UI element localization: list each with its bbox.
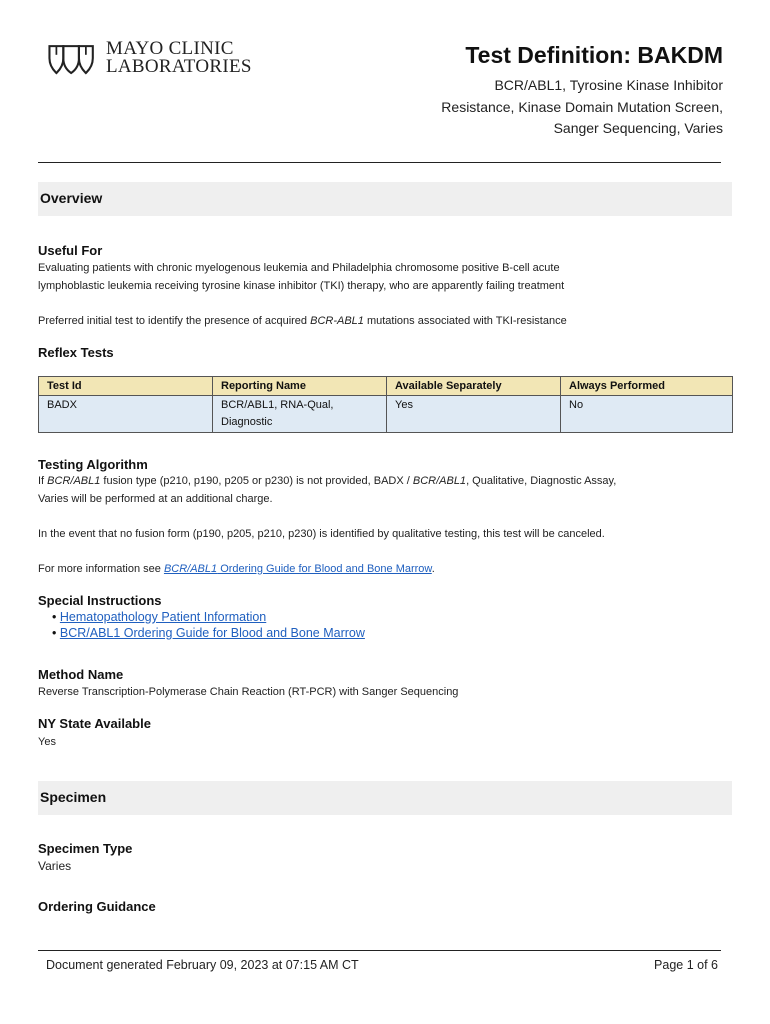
ordering-guidance-heading: Ordering Guidance — [38, 899, 156, 914]
header-divider — [38, 162, 721, 163]
specimen-type-heading: Specimen Type — [38, 841, 133, 856]
test-subtitle: BCR/ABL1, Tyrosine Kinase Inhibitor Resistance, Kinase Domain Mutation Screen, Sanger Sequencing, Varies — [441, 77, 723, 136]
reflex-tests-heading: Reflex Tests — [38, 345, 114, 360]
useful-for-heading: Useful For — [38, 243, 103, 258]
overview-section-title: Overview — [40, 190, 103, 206]
list-item: • Hematopathology Patient Information — [52, 610, 267, 624]
footer-divider — [38, 950, 721, 951]
specimen-section-header — [38, 781, 732, 815]
ordering-guide-link-2[interactable]: BCR/ABL1 Ordering Guide for Blood and Bone Marrow — [59, 626, 365, 640]
specimen-section-title: Specimen — [40, 789, 107, 805]
column-header: Test Id — [39, 377, 213, 396]
table-cell-test-id: BADX — [39, 396, 213, 433]
table-cell-available: Yes — [387, 396, 561, 433]
mayo-clinic-shields-logo — [46, 40, 98, 80]
overview-section-header — [38, 182, 732, 216]
useful-for-text: Evaluating patients with chronic myelogenous leukemia and Philadelphia chromosome positive B-cell acute lymphoblastic leukemia receiving tyrosine kinase inhibitor (TKI) therapy, who are apparently failing treatment — [38, 262, 565, 292]
hematopathology-info-link[interactable]: Hematopathology Patient Information — [59, 610, 267, 624]
preferred-test-text: Preferred initial test to identify the presence of acquired BCR-ABL1 mutations associated with TKI-resistance — [38, 315, 567, 327]
ny-state-heading: NY State Available — [38, 716, 151, 731]
testing-algorithm-text: If BCR/ABL1 fusion type (p210, p190, p205 or p230) is not provided, BADX / BCR/ABL1, Qualitative, Diagnostic Assay, Varies will be performed at an additional charge. — [38, 475, 617, 505]
method-name-heading: Method Name — [38, 667, 124, 682]
testing-algorithm-cancel-text: In the event that no fusion form (p190, p205, p210, p230) is identified by qualitative testing, this test will be canceled. — [38, 528, 605, 540]
ny-state-value: Yes — [38, 736, 56, 748]
table-cell-always: No — [561, 396, 733, 433]
column-header: Reporting Name — [213, 377, 387, 396]
document-generated-date: Document generated February 09, 2023 at 07:15 AM CT — [46, 958, 359, 972]
table-header-row — [39, 377, 733, 396]
table-cell-reporting-name: BCR/ABL1, RNA-Qual, Diagnostic — [213, 396, 387, 433]
column-header: Available Separately — [387, 377, 561, 396]
ordering-guide-link[interactable]: BCR/ABL1 Ordering Guide for Blood and Bone Marrow — [163, 563, 432, 575]
method-name-value: Reverse Transcription-Polymerase Chain Reaction (RT-PCR) with Sanger Sequencing — [38, 686, 459, 698]
table-row — [39, 396, 733, 433]
column-header: Always Performed — [561, 377, 733, 396]
list-item: • BCR/ABL1 Ordering Guide for Blood and Bone Marrow — [52, 626, 365, 640]
page-number: Page 1 of 6 — [654, 958, 718, 972]
special-instructions-list — [52, 609, 365, 641]
special-instructions-heading: Special Instructions — [38, 593, 162, 608]
reflex-tests-table — [38, 376, 733, 433]
page-title: Test Definition: BAKDM — [465, 42, 723, 68]
specimen-type-value: Varies — [38, 859, 72, 873]
logo-wordmark: MAYO CLINIC LABORATORIES — [106, 38, 252, 77]
more-info-text: For more information see BCR/ABL1 Ordering Guide for Blood and Bone Marrow. — [38, 563, 435, 575]
testing-algorithm-heading: Testing Algorithm — [38, 457, 148, 472]
